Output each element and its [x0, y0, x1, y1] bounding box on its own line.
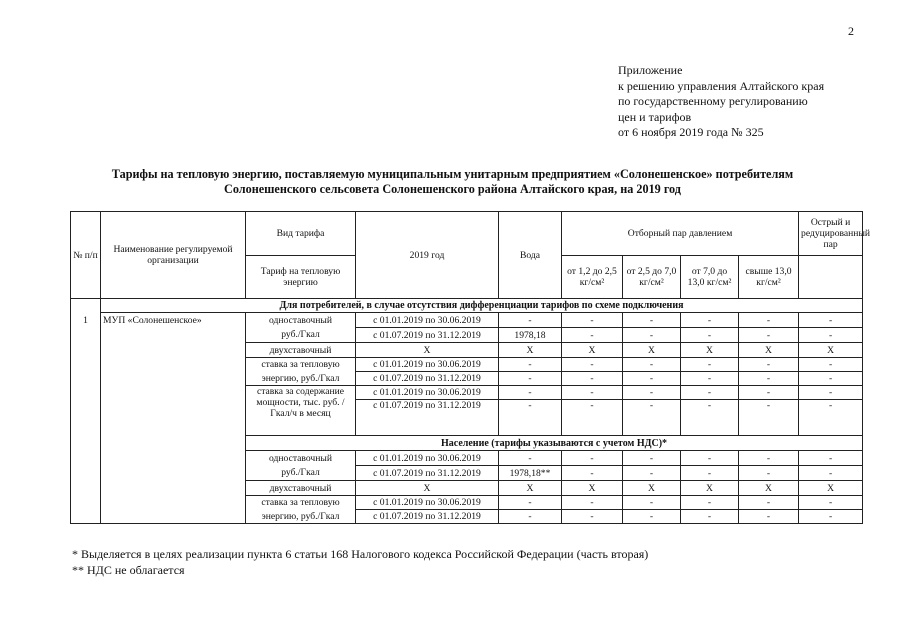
- value-cell: -: [562, 400, 623, 436]
- label-one-part-unit: руб./Гкал: [246, 328, 356, 343]
- x-cell: X: [623, 481, 681, 496]
- label-two-part: двухставочный: [246, 343, 356, 358]
- header-water: Вода: [499, 212, 562, 299]
- value-cell: -: [623, 400, 681, 436]
- appendix-line: к решению управления Алтайского края: [618, 78, 825, 93]
- footnote-2: ** НДС не облагается: [72, 562, 185, 577]
- cell-empty: [101, 436, 246, 451]
- period-cell: с 01.07.2019 по 31.12.2019: [356, 400, 499, 436]
- x-cell: X: [681, 343, 739, 358]
- document-title: [0, 167, 905, 197]
- header-num: № п/п: [71, 212, 101, 299]
- value-cell: -: [799, 451, 863, 466]
- value-cell: -: [681, 386, 739, 400]
- value-cell: -: [799, 358, 863, 372]
- header-type: Вид тарифа: [246, 212, 356, 256]
- cell-empty: [101, 481, 246, 496]
- cell-empty: [71, 299, 101, 313]
- label-heat-rate: ставка за тепловую: [246, 496, 356, 510]
- footnotes: [72, 547, 648, 578]
- label-heat-rate: ставка за тепловую: [246, 358, 356, 372]
- value-cell: -: [739, 313, 799, 328]
- label-one-part: одноставочный: [246, 313, 356, 328]
- label-capacity-rate: ставка за содержание мощности, тыс. руб. /Гкал/ч в месяц: [246, 386, 356, 436]
- x-cell: X: [623, 343, 681, 358]
- label-heat-rate-unit: энергию, руб./Гкал: [246, 372, 356, 386]
- cell-empty: [71, 496, 101, 510]
- appendix-block: [618, 63, 824, 141]
- value-cell: -: [499, 400, 562, 436]
- value-cell: -: [499, 313, 562, 328]
- value-cell: -: [562, 466, 623, 481]
- period-cell: с 01.01.2019 по 30.06.2019: [356, 496, 499, 510]
- appendix-line: цен и тарифов: [618, 109, 692, 124]
- page-number: 2: [848, 24, 854, 38]
- value-cell: -: [739, 358, 799, 372]
- x-cell: X: [799, 343, 863, 358]
- x-cell: X: [499, 481, 562, 496]
- cell-empty: [101, 372, 246, 386]
- header-p4: свыше 13,0 кг/см²: [739, 256, 799, 299]
- cell-empty: [101, 343, 246, 358]
- value-cell: -: [681, 451, 739, 466]
- value-cell: -: [499, 372, 562, 386]
- label-two-part: двухставочный: [246, 481, 356, 496]
- value-cell: -: [499, 358, 562, 372]
- value-cell: -: [799, 313, 863, 328]
- x-cell: X: [562, 343, 623, 358]
- value-cell: -: [739, 510, 799, 524]
- cell-empty: [101, 496, 246, 510]
- cell-empty: [71, 510, 101, 524]
- cell-empty: [71, 400, 101, 436]
- appendix-line: Приложение: [618, 63, 683, 77]
- org-name: МУП «Солонешенское»: [101, 313, 246, 328]
- value-cell: -: [562, 510, 623, 524]
- value-cell: -: [739, 386, 799, 400]
- value-cell: 1978,18**: [499, 466, 562, 481]
- value-cell: -: [562, 451, 623, 466]
- value-cell: -: [623, 510, 681, 524]
- label-heat-rate-unit: энергию, руб./Гкал: [246, 510, 356, 524]
- value-cell: -: [499, 496, 562, 510]
- value-cell: -: [681, 372, 739, 386]
- value-cell: -: [623, 451, 681, 466]
- x-cell: X: [562, 481, 623, 496]
- footnote-1: * Выделяется в целях реализации пункта 6 статьи 168 Налогового кодекса Российской Федерации (часть вторая): [72, 547, 649, 561]
- x-cell: X: [799, 481, 863, 496]
- value-cell: -: [739, 496, 799, 510]
- header-p3: от 7,0 до 13,0 кг/см²: [681, 256, 739, 299]
- label-one-part: одноставочный: [246, 451, 356, 466]
- appendix-line: от 6 ноября 2019 года № 325: [618, 125, 764, 139]
- period-cell: с 01.07.2019 по 31.12.2019: [356, 372, 499, 386]
- appendix-line: по государственному регулированию: [618, 94, 808, 108]
- header-sharp-sub: [799, 256, 863, 299]
- cell-empty: [101, 358, 246, 372]
- period-cell: с 01.07.2019 по 31.12.2019: [356, 466, 499, 481]
- value-cell: -: [799, 496, 863, 510]
- value-cell: -: [562, 328, 623, 343]
- value-cell: -: [499, 386, 562, 400]
- header-sharp: Острый и редуцированный пар: [799, 212, 863, 256]
- value-cell: -: [562, 372, 623, 386]
- period-cell: с 01.01.2019 по 30.06.2019: [356, 451, 499, 466]
- value-cell: -: [623, 358, 681, 372]
- label-one-part-unit: руб./Гкал: [246, 466, 356, 481]
- value-cell: -: [681, 328, 739, 343]
- value-cell: -: [681, 510, 739, 524]
- header-steam: Отборный пар давлением: [562, 212, 799, 256]
- title-line-2: Солонешенского сельсовета Солонешенского района Алтайского края, на 2019 год: [224, 182, 681, 196]
- tariff-table: [70, 211, 871, 524]
- value-cell: -: [623, 313, 681, 328]
- header-p2: от 2,5 до 7,0 кг/см²: [623, 256, 681, 299]
- cell-empty: [101, 400, 246, 436]
- x-cell: X: [499, 343, 562, 358]
- x-cell: X: [681, 481, 739, 496]
- value-cell: -: [799, 386, 863, 400]
- value-cell: -: [562, 386, 623, 400]
- cell-empty: [71, 328, 101, 343]
- cell-empty: [71, 372, 101, 386]
- value-cell: -: [562, 358, 623, 372]
- value-cell: -: [623, 328, 681, 343]
- period-cell: с 01.01.2019 по 30.06.2019: [356, 313, 499, 328]
- period-cell: с 01.01.2019 по 30.06.2019: [356, 358, 499, 372]
- org-number: 1: [71, 313, 101, 328]
- value-cell: -: [681, 466, 739, 481]
- value-cell: -: [499, 451, 562, 466]
- value-cell: -: [623, 372, 681, 386]
- x-cell: X: [356, 481, 499, 496]
- value-cell: -: [799, 510, 863, 524]
- period-cell: с 01.07.2019 по 31.12.2019: [356, 510, 499, 524]
- cell-empty: [71, 343, 101, 358]
- value-cell: -: [623, 466, 681, 481]
- cell-empty: [101, 328, 246, 343]
- period-cell: с 01.01.2019 по 30.06.2019: [356, 386, 499, 400]
- cell-empty: [71, 451, 101, 466]
- value-cell: -: [799, 400, 863, 436]
- cell-empty: [101, 466, 246, 481]
- header-type-sub: Тариф на тепловую энергию: [246, 256, 356, 299]
- value-cell: -: [739, 328, 799, 343]
- value-cell: -: [739, 466, 799, 481]
- x-cell: X: [739, 343, 799, 358]
- period-cell: с 01.07.2019 по 31.12.2019: [356, 328, 499, 343]
- value-cell: -: [799, 372, 863, 386]
- value-cell: -: [623, 386, 681, 400]
- value-cell: -: [799, 466, 863, 481]
- cell-empty: [101, 510, 246, 524]
- value-cell: -: [499, 510, 562, 524]
- x-cell: X: [356, 343, 499, 358]
- value-cell: -: [739, 400, 799, 436]
- cell-empty: [71, 466, 101, 481]
- value-cell: -: [799, 328, 863, 343]
- cell-empty: [71, 358, 101, 372]
- value-cell: -: [681, 358, 739, 372]
- title-line-1: Тарифы на тепловую энергию, поставляемую муниципальным унитарным предприятием «Солонешенское» потребителям: [111, 167, 794, 181]
- cell-empty: [101, 386, 246, 400]
- value-cell: 1978,18: [499, 328, 562, 343]
- value-cell: -: [562, 496, 623, 510]
- cell-empty: [101, 451, 246, 466]
- cell-empty: [71, 436, 101, 451]
- cell-empty: [71, 386, 101, 400]
- value-cell: -: [681, 496, 739, 510]
- value-cell: -: [739, 372, 799, 386]
- x-cell: X: [739, 481, 799, 496]
- value-cell: -: [562, 313, 623, 328]
- header-p1: от 1,2 до 2,5 кг/см²: [562, 256, 623, 299]
- header-year: 2019 год: [356, 212, 499, 299]
- value-cell: -: [681, 313, 739, 328]
- value-cell: -: [623, 496, 681, 510]
- header-org: Наименование регулируемой организации: [101, 212, 246, 299]
- value-cell: -: [681, 400, 739, 436]
- value-cell: -: [739, 451, 799, 466]
- section-header-population: Население (тарифы указываются с учетом НДС)*: [246, 436, 863, 451]
- cell-empty: [71, 481, 101, 496]
- section-header-consumers: Для потребителей, в случае отсутствия дифференциации тарифов по схеме подключения: [101, 299, 863, 313]
